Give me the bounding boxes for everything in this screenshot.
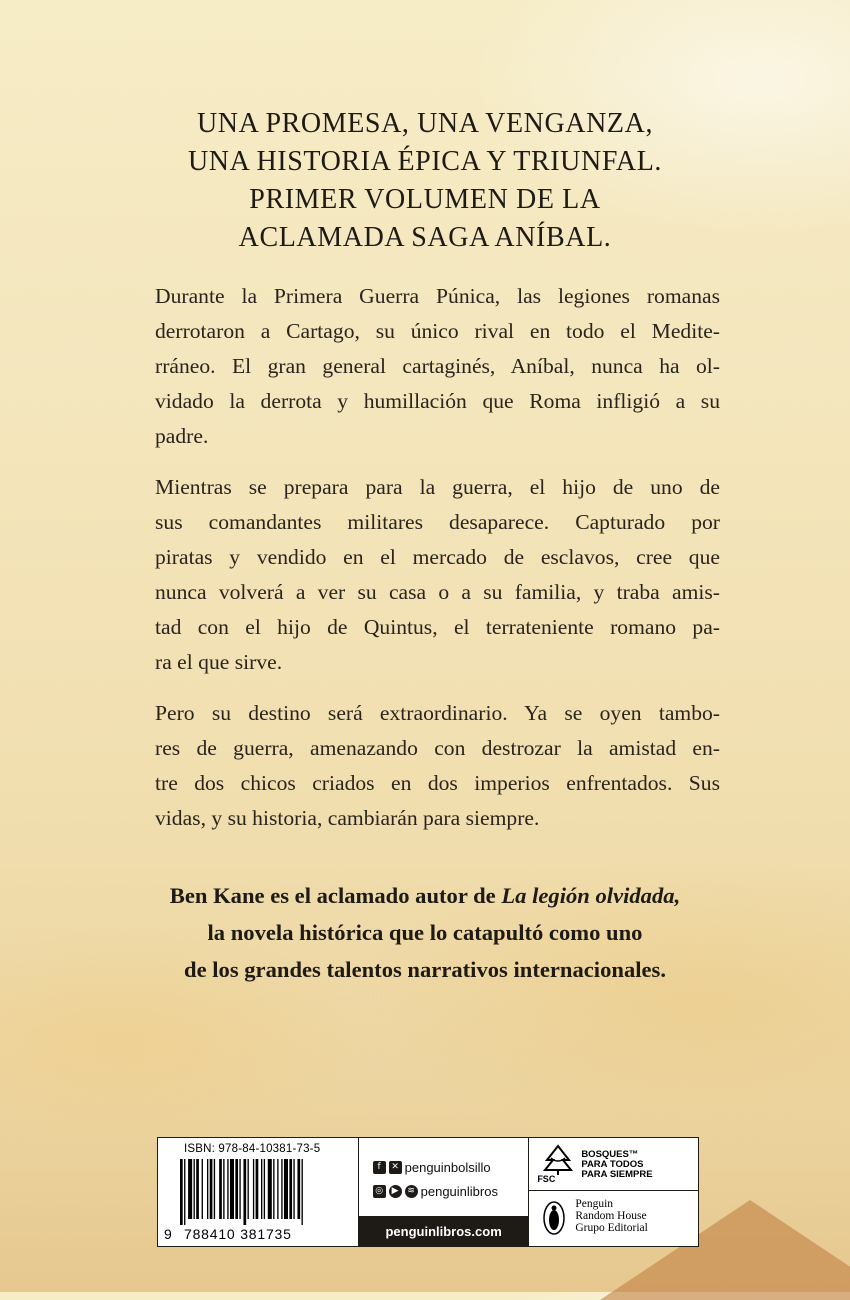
barcode-bar <box>184 1159 185 1225</box>
barcode-bar <box>293 1159 294 1219</box>
barcode <box>180 1159 348 1225</box>
barcode-bar <box>202 1159 203 1219</box>
synopsis <box>155 279 720 852</box>
barcode-bar <box>243 1159 246 1225</box>
synopsis-line: res de guerra, amenazando con destrozar la amistad en- <box>155 736 720 760</box>
barcode-bar <box>235 1159 238 1219</box>
barcode-bar <box>188 1159 192 1219</box>
barcode-bar <box>289 1159 292 1219</box>
author-line <box>100 877 750 914</box>
barcode-lead-digit: 9 <box>164 1226 173 1242</box>
barcode-bar <box>210 1159 213 1219</box>
publisher-line: Grupo Editorial <box>575 1222 648 1234</box>
publisher-name <box>575 1198 648 1234</box>
barcode-bar <box>261 1159 262 1219</box>
barcode-bar <box>256 1159 259 1219</box>
synopsis-line: Pero su destino será extraordinario. Ya se oyen tambo- <box>155 701 720 725</box>
author-line-prefix: Ben Kane es el aclamado autor de <box>169 883 502 908</box>
logos-section <box>529 1138 698 1246</box>
barcode-bar <box>281 1159 282 1219</box>
synopsis-line: Mientras se prepara para la guerra, el hijo de uno de <box>155 475 720 499</box>
synopsis-line: ra el que sirve. <box>155 650 283 674</box>
fsc-label: FSC <box>537 1174 556 1184</box>
synopsis-line: derrotaron a Cartago, su único rival en todo el Medite- <box>155 319 720 343</box>
barcode-bar <box>230 1159 234 1219</box>
barcode-bar <box>180 1159 183 1225</box>
barcode-bar <box>239 1159 240 1219</box>
youtube-icon[interactable]: ▶ <box>389 1185 402 1198</box>
tagline-line: ACLAMADA SAGA ANÍBAL. <box>238 222 612 253</box>
synopsis-line: sus comandantes militares desaparece. Capturado por <box>155 510 720 534</box>
synopsis-line: vidas, y su historia, cambiarán para siempre. <box>155 806 540 830</box>
synopsis-line: tad con el hijo de Quintus, el terrateniente romano pa- <box>155 615 720 639</box>
tagline-line: UNA PROMESA, UNA VENGANZA, <box>196 108 654 139</box>
barcode-bar <box>227 1159 228 1219</box>
fsc-text-line: PARA SIEMPRE <box>581 1169 653 1180</box>
publisher-line: Random House <box>575 1210 647 1222</box>
instagram-icon[interactable]: ◎ <box>373 1185 386 1198</box>
barcode-bar <box>196 1159 199 1219</box>
barcode-bar <box>214 1159 215 1219</box>
social-section <box>359 1138 530 1246</box>
synopsis-paragraph-3 <box>155 696 720 836</box>
author-line: de los grandes talentos narrativos internacionales. <box>184 957 666 982</box>
facebook-icon[interactable]: f <box>373 1161 386 1174</box>
synopsis-paragraph-2 <box>155 470 720 680</box>
social-account[interactable]: penguinlibros <box>420 1184 498 1199</box>
barcode-bar <box>248 1159 249 1219</box>
book-title: La legión olvidada, <box>501 883 681 908</box>
website-link[interactable]: penguinlibros.com <box>359 1216 529 1246</box>
fsc-block <box>529 1138 698 1191</box>
social-row-1 <box>373 1160 491 1175</box>
tagline-line: UNA HISTORIA ÉPICA Y TRIUNFAL. <box>187 146 663 177</box>
social-account[interactable]: penguinbolsillo <box>404 1160 491 1175</box>
author-statement <box>100 877 750 988</box>
barcode-bar <box>268 1159 272 1219</box>
publisher-line: Penguin <box>575 1198 614 1210</box>
fsc-text-line: PARA TODOS <box>581 1159 644 1170</box>
synopsis-line: piratas y vendido en el mercado de esclavos, cree que <box>155 545 720 569</box>
tagline <box>120 105 730 257</box>
fsc-text <box>581 1150 652 1180</box>
synopsis-paragraph-1 <box>155 279 720 454</box>
barcode-bar <box>297 1159 300 1219</box>
fsc-text-line: BOSQUES™ <box>581 1149 639 1160</box>
synopsis-line: tre dos chicos criados en dos imperios enfrentados. Sus <box>155 771 720 795</box>
isbn-label: ISBN: 978-84-10381-73-5 <box>184 1143 321 1155</box>
penguin-logo-icon <box>543 1200 565 1236</box>
barcode-bar <box>264 1159 265 1219</box>
x-icon[interactable]: ✕ <box>389 1161 402 1174</box>
synopsis-line: Durante la Primera Guerra Púnica, las legiones romanas <box>155 284 720 308</box>
tagline-line: PRIMER VOLUMEN DE LA <box>249 184 601 215</box>
social-row-2 <box>373 1184 498 1199</box>
barcode-number: 788410 381735 <box>184 1226 292 1242</box>
barcode-bar <box>194 1159 195 1219</box>
synopsis-line: rráneo. El gran general cartaginés, Aníbal, nunca ha ol- <box>155 354 720 378</box>
barcode-bar <box>277 1159 278 1219</box>
barcode-bar <box>207 1159 208 1219</box>
barcode-bar <box>223 1159 224 1219</box>
barcode-bar <box>302 1159 303 1225</box>
author-line: la novela histórica que lo catapultó como uno <box>207 920 643 945</box>
back-cover-info-box <box>157 1137 699 1247</box>
barcode-bar <box>273 1159 274 1219</box>
barcode-bar <box>284 1159 288 1219</box>
synopsis-line: padre. <box>155 424 209 448</box>
synopsis-line: nunca volverá a ver su casa o a su familia, y traba amis- <box>155 580 720 604</box>
spotify-icon[interactable]: ≋ <box>405 1185 418 1198</box>
barcode-bar <box>253 1159 254 1219</box>
barcode-section <box>158 1138 359 1246</box>
synopsis-line: vidado la derrota y humillación que Roma infligió a su <box>155 389 720 413</box>
barcode-bar <box>219 1159 222 1219</box>
